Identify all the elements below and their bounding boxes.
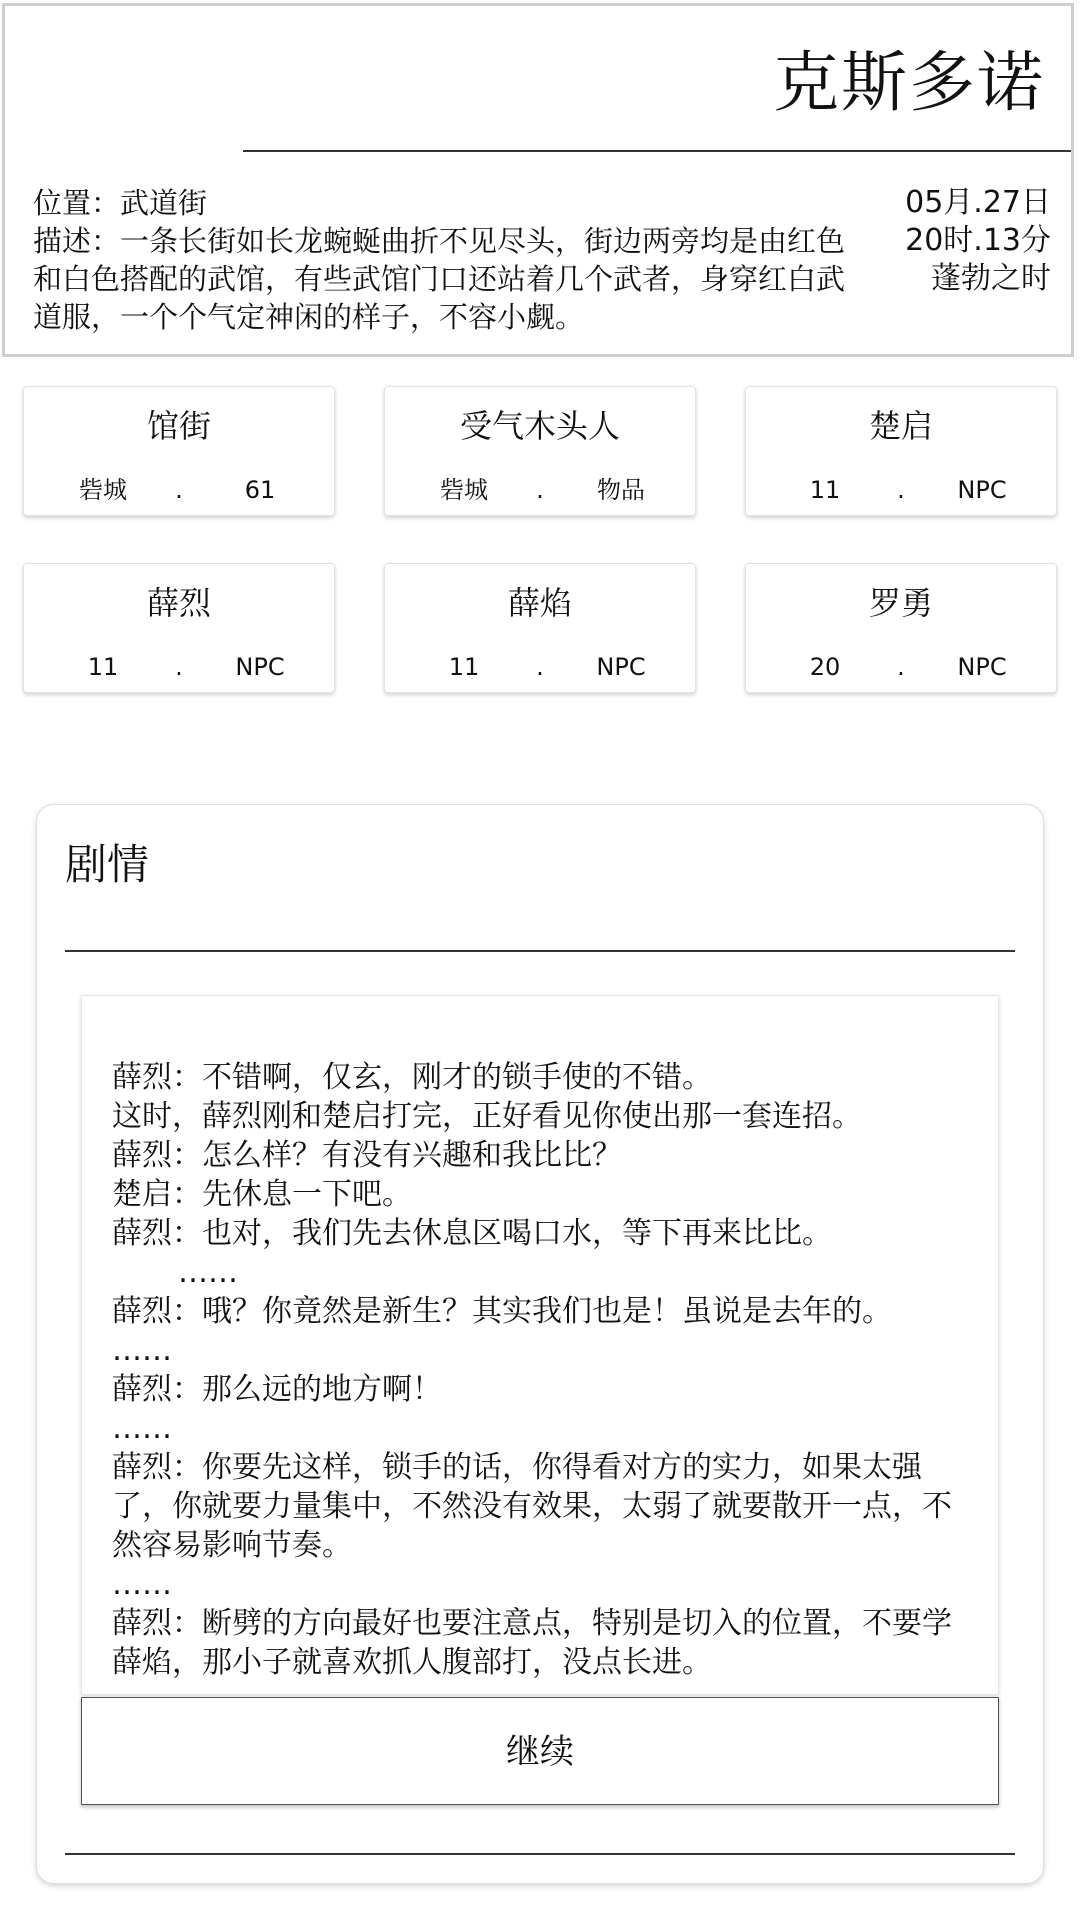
story-panel bbox=[36, 804, 1044, 1884]
location-info bbox=[33, 184, 853, 336]
story-line: …… bbox=[112, 1333, 172, 1368]
entity-card-name: 罗勇 bbox=[868, 584, 933, 622]
entity-card[interactable] bbox=[23, 563, 335, 693]
story-line: 薛烈：哦？你竟然是新生？其实我们也是！虽说是去年的。 bbox=[112, 1294, 892, 1329]
game-clock: 20时.13分 bbox=[905, 223, 1051, 258]
entity-card-meta bbox=[385, 650, 695, 684]
entity-card[interactable] bbox=[384, 386, 696, 516]
continue-button[interactable]: 继续 bbox=[81, 1697, 999, 1805]
entity-card-name: 薛烈 bbox=[146, 584, 211, 622]
entity-card-meta-left: 11 bbox=[809, 476, 841, 504]
story-line: 薛烈：那么远的地方啊！ bbox=[112, 1372, 442, 1407]
entity-card-meta bbox=[24, 650, 334, 684]
entity-card-meta-dot: . bbox=[175, 653, 183, 681]
story-line: 薛烈：也对，我们先去休息区喝口水，等下再来比比。 bbox=[112, 1216, 832, 1251]
entity-card-name: 受气木头人 bbox=[459, 407, 620, 445]
entity-card-meta-right: NPC bbox=[957, 653, 1007, 681]
entity-card-meta bbox=[385, 473, 695, 507]
entity-card[interactable] bbox=[745, 563, 1057, 693]
entity-card-meta-dot: . bbox=[897, 653, 905, 681]
story-line: 这时，薛烈刚和楚启打完，正好看见你使出那一套连招。 bbox=[112, 1099, 862, 1134]
story-line: …… bbox=[112, 1567, 172, 1602]
entity-card[interactable] bbox=[384, 563, 696, 693]
entity-card-meta-right: 61 bbox=[244, 476, 276, 504]
story-line: 薛烈：怎么样？有没有兴趣和我比比？ bbox=[112, 1138, 622, 1173]
story-line: 楚启：先休息一下吧。 bbox=[112, 1177, 412, 1212]
entity-card-meta-left: 11 bbox=[448, 653, 480, 681]
entity-card[interactable] bbox=[745, 386, 1057, 516]
entity-card-meta-right: 物品 bbox=[597, 476, 645, 504]
entity-card-name: 楚启 bbox=[868, 407, 933, 445]
entity-card-meta-dot: . bbox=[536, 653, 544, 681]
entity-card-meta-right: NPC bbox=[596, 653, 646, 681]
game-time bbox=[905, 184, 1051, 298]
story-line: 薛烈：不错啊，仅玄，刚才的锁手使的不错。 bbox=[112, 1060, 712, 1095]
story-text bbox=[112, 1058, 974, 1682]
entity-card-meta-left: 20 bbox=[809, 653, 841, 681]
location-header bbox=[2, 3, 1074, 357]
location-description: 描述：一条长街如长龙蜿蜒曲折不见尽头，街边两旁均是由红色和白色搭配的武馆，有些武馆门口还站着几个武者，身穿红白武道服，一个个气定神闲的样子，不容小觑。 bbox=[33, 224, 846, 334]
entity-card-name: 馆街 bbox=[146, 407, 211, 445]
game-date: 05月.27日 bbox=[905, 185, 1051, 220]
entity-card-meta-right: NPC bbox=[235, 653, 285, 681]
entity-card-meta-right: NPC bbox=[957, 476, 1007, 504]
entity-card-meta-left: 11 bbox=[87, 653, 119, 681]
story-text-box[interactable] bbox=[81, 995, 999, 1695]
story-title-divider bbox=[65, 950, 1015, 952]
entity-card-meta bbox=[746, 650, 1056, 684]
story-line: …… bbox=[112, 1411, 172, 1446]
story-title: 剧情 bbox=[65, 840, 150, 889]
entity-card-meta-left: 砦城 bbox=[79, 476, 127, 504]
story-line: 薛烈：断劈的方向最好也要注意点，特别是切入的位置，不要学薛焰，那小子就喜欢抓人腹部打，没点长进。 bbox=[112, 1606, 952, 1680]
entity-card-meta bbox=[746, 473, 1056, 507]
story-line: 薛烈：你要先这样，锁手的话，你得看对方的实力，如果太强了，你就要力量集中，不然没有效果，太弱了就要散开一点，不然容易影响节奏。 bbox=[112, 1450, 952, 1563]
story-line: …… bbox=[178, 1255, 238, 1290]
entity-card-meta-dot: . bbox=[536, 476, 544, 504]
game-period: 蓬勃之时 bbox=[931, 261, 1051, 296]
title-divider bbox=[243, 150, 1071, 152]
player-name: 克斯多诺 bbox=[773, 44, 1045, 121]
location-name: 位置：武道街 bbox=[33, 186, 208, 220]
entity-card-name: 薛焰 bbox=[507, 584, 572, 622]
entity-card-meta bbox=[24, 473, 334, 507]
entity-card-meta-left: 砦城 bbox=[440, 476, 488, 504]
entity-card[interactable] bbox=[23, 386, 335, 516]
story-bottom-divider bbox=[65, 1853, 1015, 1855]
entity-card-meta-dot: . bbox=[175, 476, 183, 504]
entity-card-meta-dot: . bbox=[897, 476, 905, 504]
